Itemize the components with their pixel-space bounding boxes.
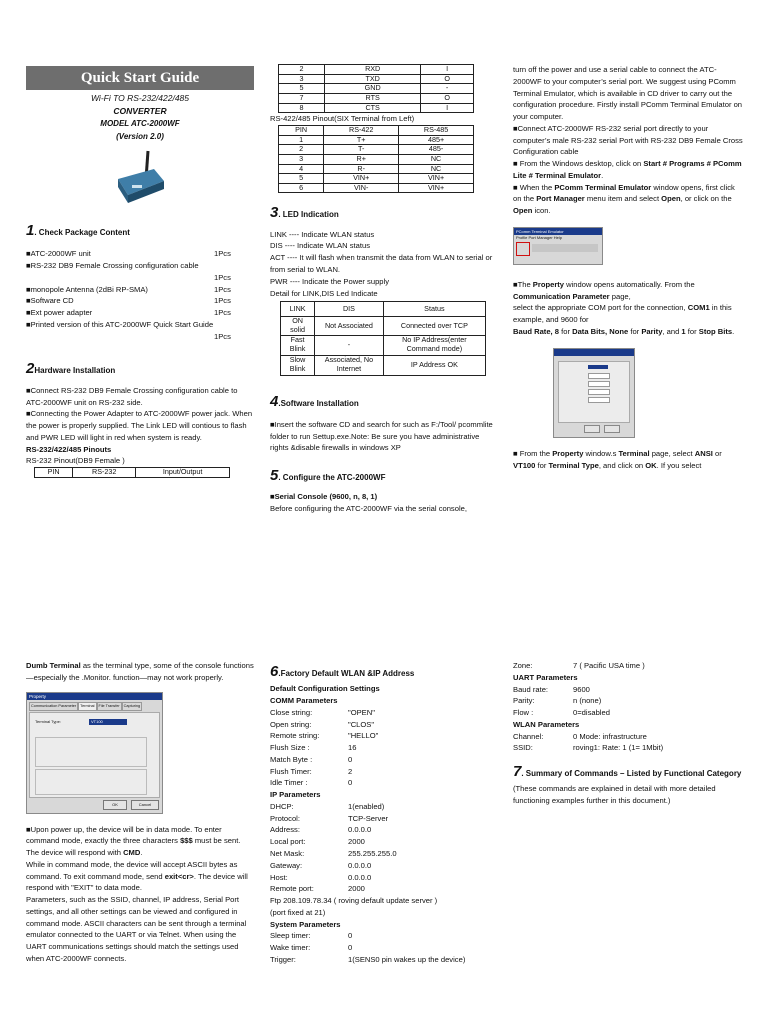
table-row: 6 VIN- VIN+ xyxy=(279,183,474,193)
table-row: 8 CTS I xyxy=(279,103,474,113)
table-row: Slow Blink Associated, No Internet IP Address OK xyxy=(281,355,486,375)
table-row: 2 T- 485- xyxy=(279,145,474,155)
led-line: ACT ---- It will flash when transmit the data from WLAN to serial or from serial to WLAN. xyxy=(270,253,493,274)
table-row: 3 TXD O xyxy=(279,74,474,84)
port-manager-paragraph: ■ When the PComm Terminal Emulator window opens, first click on the Port Manager menu item and select Open, or click on the Open icon. xyxy=(513,182,735,216)
command-mode-paragraph: While in command mode, the device will accept ASCII bytes as command. To exit command mode, send exit<cr>. The device will respond with "EXIT" to data mode. xyxy=(26,859,248,893)
param-row: Close string: "OPEN" xyxy=(270,707,375,717)
column-2 xyxy=(270,64,498,515)
param-row: Gateway: 0.0.0.0 xyxy=(270,860,372,870)
open-icon xyxy=(516,242,530,256)
pcomm-screenshot xyxy=(513,227,603,265)
configure-paragraph: Before configuring the ATC-2000WF via the serial console, xyxy=(270,504,467,514)
table-row: 1 T+ 485+ xyxy=(279,135,474,145)
param-row: Channel: 0 Mode: infrastructure xyxy=(513,731,647,741)
package-list xyxy=(26,248,254,342)
list-item: ■ATC-2000WF unit 1Pcs xyxy=(26,249,231,259)
section-2-heading: 2Hardware Installation xyxy=(26,359,116,377)
table-row: 5 GND - xyxy=(279,84,474,94)
sw-paragraph: ■Insert the software CD and search for such as F:/Tool/ pcommlite folder to run Settup.exe.Note: Be sure you have administrative rights &disable firewalls in windows XP xyxy=(270,419,493,453)
list-item: 1Pcs xyxy=(214,331,231,341)
serial-console-title: ■Serial Console (9600, n, 8, 1) xyxy=(270,492,378,502)
com-port-paragraph: select the appropriate COM port for the connection, COM1 in this example, and 9600 for xyxy=(513,303,732,325)
param-row: Flush Size : 16 xyxy=(270,743,357,753)
parameters-paragraph: Parameters, such as the SSID, channel, IP address, Serial Port settings, and all other settings can be viewed and configured in command mode. ASCII characters can be sent through a terminal emulator connected to the UART or via Telnet. When using the UART communications settings should match the settings used when ATC-2000WF connects. xyxy=(26,895,247,963)
param-row: Remote port: 2000 xyxy=(270,884,365,894)
param-row: Flow : 0=disabled xyxy=(513,708,610,718)
list-item: ■Printed version of this ATC-2000WF Quick Start Guide xyxy=(26,319,214,329)
section-7-heading: 7. Summary of Commands – Listed by Functional Category xyxy=(513,763,742,781)
subtitle-line2: CONVERTER xyxy=(113,106,167,117)
table-row: 3 R+ NC xyxy=(279,154,474,164)
model-line: MODEL ATC-2000WF xyxy=(100,119,180,129)
emulator-paragraph: turn off the power and use a serial cable to connect the ATC-2000WF to your computer’s serial port. We suggest using PComm Terminal Emulator, which is available in CD driver to carry out the configuration procedure. Firstly install PComm Terminal Emulator on your computer. xyxy=(513,65,743,122)
hw-paragraph-1: ■Connect RS-232 DB9 Female Crossing configuration cable to ATC-2000WF unit on RS-232 side. xyxy=(26,385,238,407)
bottom-column-1 xyxy=(26,660,254,965)
param-row: Parity: n (none) xyxy=(513,696,602,706)
system-params-title: System Parameters xyxy=(270,919,341,929)
table-row: 4 R- NC xyxy=(279,164,474,174)
rs422-table: PIN RS-422 RS-485 1 T+ 485+ 2 T- 485- 3 R+ NC 4 R- NC 5 VIN+ VIN+ 6 VIN- VIN+ xyxy=(278,125,474,193)
rs232-table-header: PIN RS-232 Input/Output xyxy=(34,467,230,478)
rs422-caption: RS-422/485 Pinout(SIX Terminal from Left) xyxy=(270,114,415,124)
start-paragraph: ■ From the Windows desktop, click on Start # Programs # PComm Lite # Terminal Emulator. xyxy=(513,159,742,180)
table-row: ON solid Not Associated Connected over TCP xyxy=(281,317,486,335)
dialog-tabs: Communication Parameter Terminal File Transfer Capturing xyxy=(29,702,160,711)
power-up-paragraph: ■Upon power up, the device will be in data mode. To enter command mode, exactly the three characters $$$ must be sent. The device will respond with CMD. xyxy=(26,824,241,858)
table-row: 7 RTS O xyxy=(279,93,474,103)
list-item: ■RS-232 DB9 Female Crossing configuration cable xyxy=(26,261,199,271)
param-row: Address: 0.0.0.0 xyxy=(270,825,372,835)
led-table: LINK DIS Status ON solid Not Associated Connected over TCP Fast Blink - No IP Address(enter Command mode) Slow Blink Associated, No Internet IP Address OK xyxy=(280,301,486,375)
connect-paragraph: ■Connect ATC-2000WF RS-232 serial port directly to your computer’s male RS-232 serial Port with RS-232 DB9 Female Cross Configuration cable xyxy=(513,123,743,157)
version-line: (Version 2.0) xyxy=(116,131,164,141)
param-row: Trigger: 1(SENS0 pin wakes up the device) xyxy=(270,954,466,964)
default-config-title: Default Configuration Settings xyxy=(270,684,380,694)
led-line: Detail for LINK,DIS Led Indicate xyxy=(270,288,378,298)
section-1-heading: 1. Check Package Content xyxy=(26,222,130,240)
summary-paragraph: (These commands are explained in detail with more detailed functioning examples further in this document.) xyxy=(513,784,716,806)
ftp-line: Ftp 208.109.78.34 ( roving default update server ) xyxy=(270,896,438,906)
param-row: Wake timer: 0 xyxy=(270,943,353,953)
param-row: Idle Timer : 0 xyxy=(270,778,353,788)
uart-params-title: UART Parameters xyxy=(513,672,578,682)
pcomm-menu: Profile Port Manager Help xyxy=(516,234,563,240)
table-row: 5 VIN+ VIN+ xyxy=(279,174,474,184)
bottom-column-3 xyxy=(513,660,743,807)
device-image xyxy=(110,149,170,207)
column-1 xyxy=(26,66,254,478)
property-paragraph: ■The Property window opens automatically. From the Communication Parameter page, xyxy=(513,279,695,301)
param-row: Host: 0.0.0.0 xyxy=(270,872,372,882)
param-row: Protocol: TCP-Server xyxy=(270,813,389,823)
section-6-heading: 6.Factory Default WLAN &IP Address xyxy=(270,663,415,680)
ftp-port-line: (port fixed at 21) xyxy=(270,907,326,917)
ip-params-title: IP Parameters xyxy=(270,790,321,800)
param-row: Zone: 7 ( Pacific USA time ) xyxy=(513,661,645,670)
section-5-heading: 5. Configure the ATC-2000WF xyxy=(270,467,386,485)
param-row: Remote string: "HELLO" xyxy=(270,731,379,741)
section-3-heading: 3. LED Indication xyxy=(270,204,339,222)
rs232-table xyxy=(278,64,474,113)
led-line: PWR ---- Indicate the Power supply xyxy=(270,276,390,286)
param-row: DHCP: 1(enabled) xyxy=(270,801,385,811)
bottom-column-2 xyxy=(270,660,498,966)
led-line: LINK ---- Indicate WLAN status xyxy=(270,229,375,239)
param-row: Flush Timer: 2 xyxy=(270,766,353,776)
pinouts-title: RS-232/422/485 Pinouts xyxy=(26,444,112,454)
led-line: DIS ---- Indicate WLAN status xyxy=(270,241,371,251)
param-row: Local port: 2000 xyxy=(270,837,365,847)
hw-paragraph-2: ■Connecting the Power Adapter to ATC-2000WF power jack. When the power is properly supplied. The Link LED will contious to flash and PWR LED will light in red when system is ready. xyxy=(26,409,253,442)
param-row: Open string: "CLOS" xyxy=(270,719,375,729)
table-row: 2 RXD I xyxy=(279,65,474,75)
param-row: SSID: roving1: Rate: 1 (1= 1Mbit) xyxy=(513,743,664,753)
subtitle-line1: Wi-Fi TO RS-232/422/485 xyxy=(90,93,190,103)
param-row: Baud rate: 9600 xyxy=(513,684,590,694)
table-row: Fast Blink - No IP Address(enter Command mode) xyxy=(281,335,486,355)
list-item: 1Pcs xyxy=(214,272,231,282)
section-4-heading: 4.Software Installation xyxy=(270,392,359,410)
toolbar-strip xyxy=(532,244,598,252)
param-row: Net Mask: 255.255.255.0 xyxy=(270,848,397,858)
terminal-type-paragraph: ■ From the Property window.s Terminal page, select ANSI or VT100 for Terminal Type, and click on OK. If you select xyxy=(513,448,722,470)
pcomm-title: PComm Terminal Emulator xyxy=(514,228,602,235)
wlan-params-title: WLAN Parameters xyxy=(513,719,580,729)
list-item: ■Ext power adapter 1Pcs xyxy=(26,308,231,318)
baud-paragraph: Baud Rate, 8 for Data Bits, None for Parity, and 1 for Stop Bits. xyxy=(513,327,735,337)
list-item: ■Software CD 1Pcs xyxy=(26,296,231,306)
column-3 xyxy=(513,64,743,471)
property-dialog-screenshot: Property Communication Parameter Terminal File Transfer Capturing Terminal Type: VT100 OK Cancel xyxy=(26,692,163,814)
comm-params-title: COMM Parameters xyxy=(270,696,338,706)
comm-param-screenshot xyxy=(553,348,635,438)
rs232-caption: RS-232 Pinout(DB9 Female ) xyxy=(26,456,125,466)
list-item: ■monopole Antenna (2dBi RP-SMA) 1Pcs xyxy=(26,284,231,294)
guide-title: Quick Start Guide xyxy=(26,66,254,90)
param-row: Match Byte : 0 xyxy=(270,754,353,764)
dumb-terminal-paragraph: Dumb Terminal as the terminal type, some of the console functions—especially the .Monitor. function—may not work properly. xyxy=(26,661,254,682)
param-row: Sleep timer: 0 xyxy=(270,931,353,941)
dialog-title: Property xyxy=(27,693,162,700)
